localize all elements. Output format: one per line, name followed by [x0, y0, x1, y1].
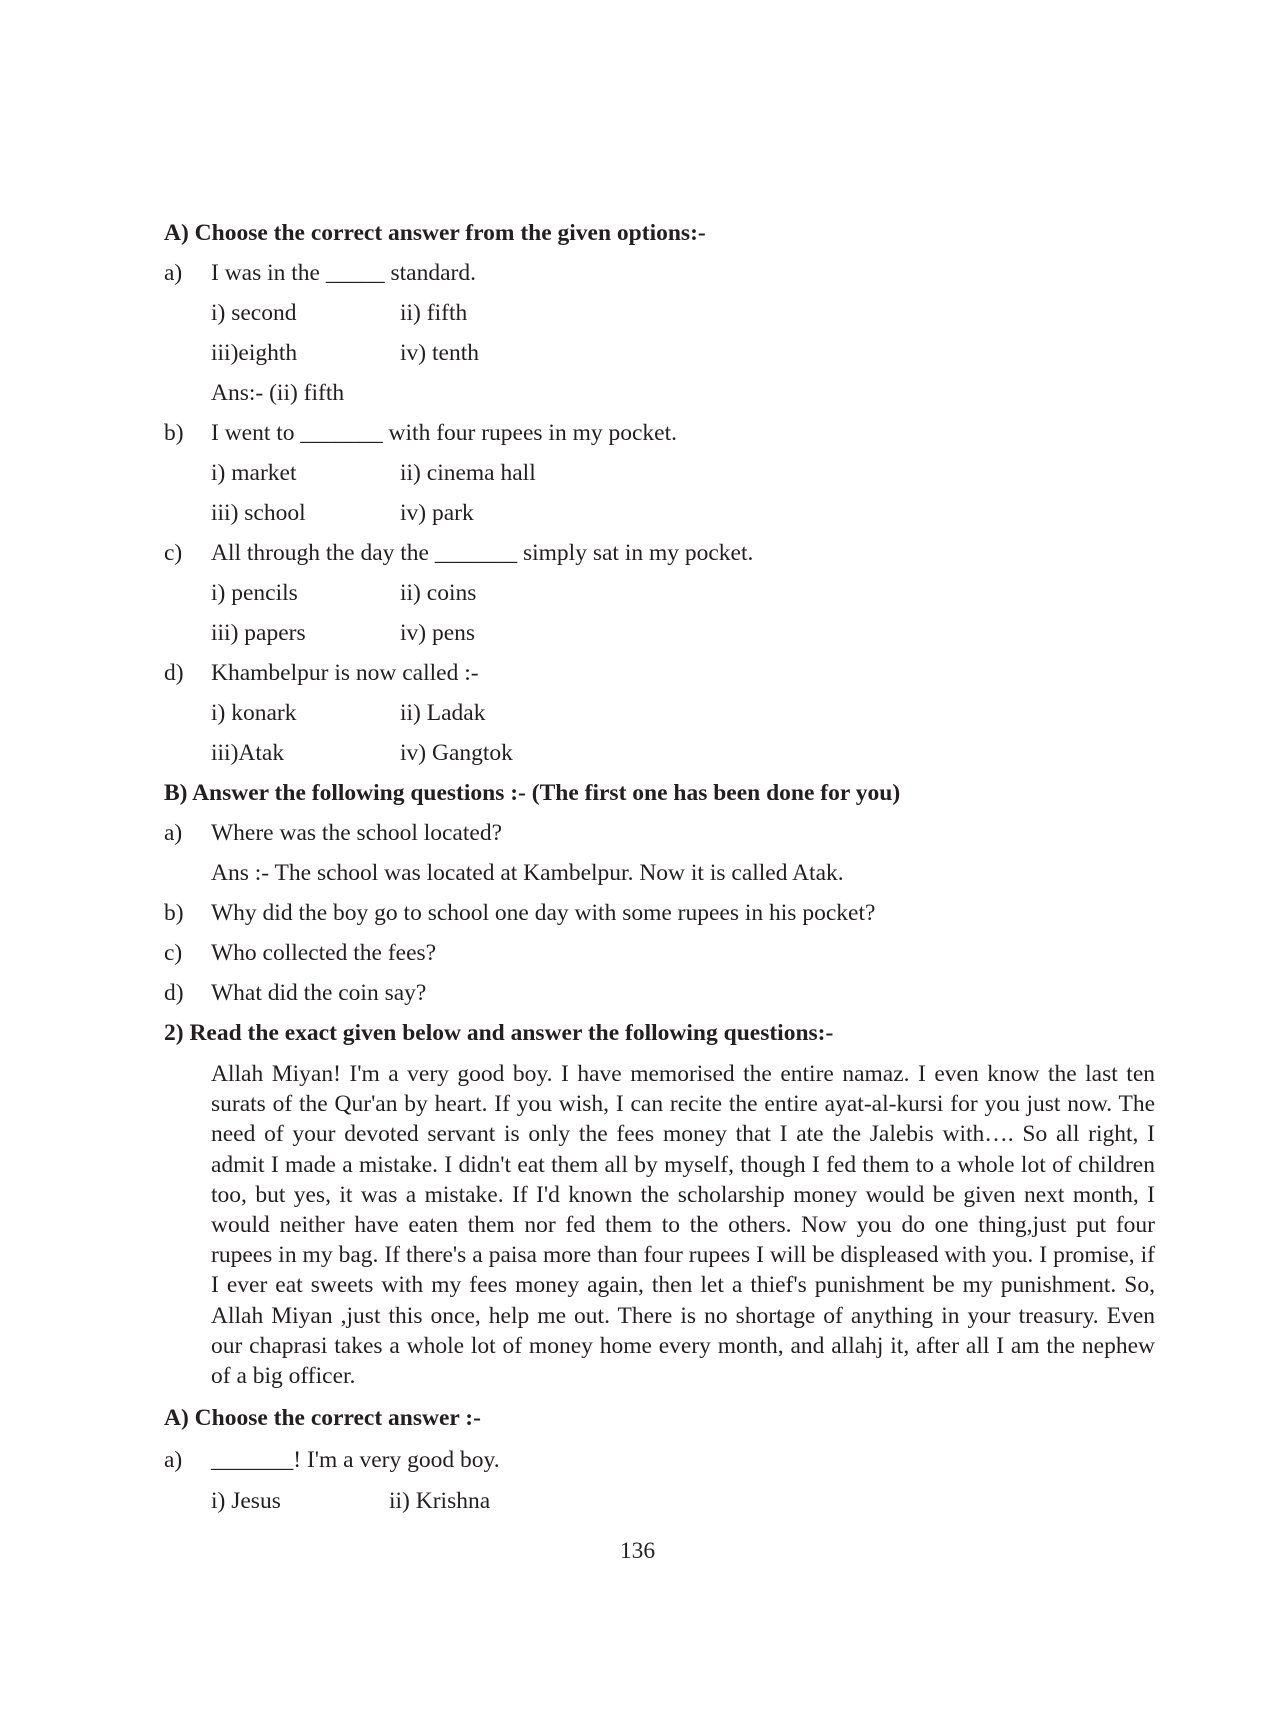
question-text: _______! I'm a very good boy. — [211, 1447, 500, 1473]
option: iii)Atak — [211, 740, 285, 766]
option: iii) school — [211, 500, 306, 526]
answer-text: Ans :- The school was located at Kambelpur. Now it is called Atak. — [211, 860, 844, 886]
option: i) konark — [211, 700, 297, 726]
question-text: What did the coin say? — [211, 980, 427, 1006]
question-label: b) — [164, 900, 184, 926]
question-text: Khambelpur is now called :- — [211, 660, 479, 686]
page-number: 136 — [619, 1538, 656, 1564]
option: ii) fifth — [400, 300, 468, 326]
question-label: d) — [164, 660, 184, 686]
question-text: Where was the school located? — [211, 820, 503, 846]
question-label: d) — [164, 980, 184, 1006]
option: iv) pens — [400, 620, 476, 646]
option: iv) tenth — [400, 340, 479, 366]
question-label: b) — [164, 420, 184, 446]
question-label: c) — [164, 540, 183, 566]
option: ii) Krishna — [389, 1488, 491, 1514]
option: iv) park — [400, 500, 474, 526]
option: i) pencils — [211, 580, 298, 606]
option: iii)eighth — [211, 340, 298, 366]
question-text: Why did the boy go to school one day with some rupees in his pocket? — [211, 900, 876, 926]
question-label: a) — [164, 820, 183, 846]
question-label: a) — [164, 260, 183, 286]
option: i) second — [211, 300, 297, 326]
option: iv) Gangtok — [400, 740, 513, 766]
reading-passage: Allah Miyan! I'm a very good boy. I have memorised the entire namaz. I even know the last ten surats of the Qur'an by heart. If you wish, I can recite the entire ayat-al-kursi for you just now. The need of your devoted servant is only the fees money that I ate the Jalebis with…. So all right, I admit I made a mistake. I didn't eat them all by myself, though I fed them to a whole lot of children too, but yes, it was a mistake. If I'd known the scholarship money would be given next month, I would neither have eaten them nor fed them to the others. Now you do one thing,just put four rupees in my bag. If there's a paisa more than four rupees I will be displeased with you. I promise, if I ever eat sweets with my fees money again, then let a thief's punishment be my punishment. So, Allah Miyan ,just this once, help me out. There is no shortage of anything in your treasury. Even our chaprasi takes a whole lot of money home every month, and allahj it, after all I am the nephew of a big officer. — [211, 1061, 1155, 1390]
option: ii) Ladak — [400, 700, 486, 726]
option: iii) papers — [211, 620, 306, 646]
option: ii) coins — [400, 580, 477, 606]
option: i) Jesus — [211, 1488, 281, 1514]
answer-text: Ans:- (ii) fifth — [211, 380, 345, 406]
section-b-heading-text: B) Answer the following questions :- (The first one has been done for you) — [164, 780, 901, 806]
section-2-heading-text: 2) Read the exact given below and answer the following questions:- — [164, 1020, 834, 1046]
option: i) market — [211, 460, 297, 486]
section-a-heading-text: A) Choose the correct answer from the given options:- — [164, 220, 706, 246]
question-label: c) — [164, 940, 183, 966]
question-text: I was in the _____ standard. — [211, 260, 476, 286]
question-text: All through the day the _______ simply sat in my pocket. — [211, 540, 754, 566]
question-text: Who collected the fees? — [211, 940, 437, 966]
option: ii) cinema hall — [400, 460, 536, 486]
section-a2-heading-text: A) Choose the correct answer :- — [164, 1405, 481, 1431]
question-text: I went to _______ with four rupees in my pocket. — [211, 420, 677, 446]
question-label: a) — [164, 1447, 183, 1473]
